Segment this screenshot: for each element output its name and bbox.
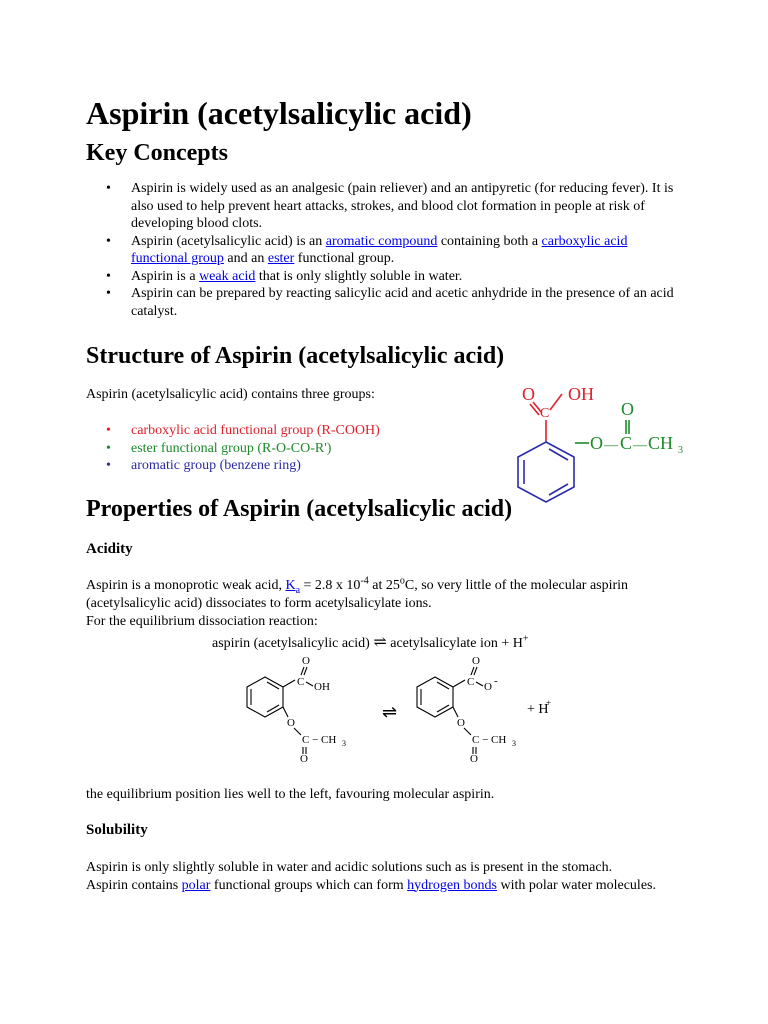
structure-intro: Aspirin (acetylsalicylic acid) contains three groups: [86,387,375,402]
acidity-heading: Acidity [86,541,133,557]
svg-text:3: 3 [512,739,516,748]
acidity-paragraph: Aspirin is a monoprotic weak acid, $K_a = 2.8$ x $10^{-4}$ at 25$^o$C, so very little of the molecular aspirin (acetylsalicylic acid) dissociates to form acetylsalicylate ions. [86,575,629,611]
list-item: • ester functional group (R-O-CO-R') [86,440,506,458]
svg-text:O: O [302,655,310,667]
svg-text:O: O [287,717,295,729]
list-item: • aromatic group (benzene ring) [86,457,506,475]
page-title: Aspirin (acetylsalicylic acid) [86,95,472,131]
svg-text:O: O [457,717,465,729]
hydroxyl-group: OH [568,384,594,404]
ester-oxygen: O [590,433,603,453]
svg-text:C: C [467,676,475,688]
scheme-arrow-icon: ⇌ [382,702,398,722]
properties-heading: Properties of Aspirin (acetylsalicylic acid) [86,496,513,522]
key-concepts-list [86,180,676,320]
svg-text:O: O [470,753,478,765]
list-item: • Aspirin can be prepared by reacting salicylic acid and acetic anhydride in the presence of an acid catalyst. [86,285,676,320]
list-item: • Aspirin is widely used as an analgesic (pain reliever) and an antipyretic (for reducing fever). It is also used to help prevent heart attacks, strokes, and blood clot formation in people at risk of developing blood clots. [86,180,676,233]
methyl-group: CH [648,433,674,453]
ester-dash-1: — [604,438,618,453]
ka-link[interactable]: $K_a$ [285,578,301,596]
svg-text:C: C [297,676,305,688]
groups-list [86,422,506,475]
structure-heading: Structure of Aspirin (acetylsalicylic acid) [86,343,505,369]
equilibrium-conclusion: the equilibrium position lies well to the left, favouring molecular aspirin. [86,787,495,802]
equilibrium-equation: aspirin (acetylsalicylic acid) ⇌ acetylsalicylate ion + H+ [212,633,529,651]
carboxyl-carbon: C [540,406,550,421]
equilibrium-arrow-icon: ⇌ [373,634,387,651]
svg-text:C − CH: C − CH [472,734,507,746]
weak-acid-link[interactable]: weak acid [199,268,256,284]
carboxylic-acid-link[interactable]: carboxylic acid functional group [131,233,628,266]
svg-text:O: O [484,681,492,693]
aromatic-compound-link[interactable]: aromatic compound [325,233,438,249]
svg-text:-: - [494,675,498,687]
aspirin-structure-diagram [500,380,690,515]
svg-text:3: 3 [342,739,346,748]
list-item: • Aspirin is a weak acid that is only slightly soluble in water. [86,268,676,286]
methyl-subscript: 3 [678,445,683,456]
ester-link[interactable]: ester [267,251,295,266]
svg-text:C − CH: C − CH [302,734,337,746]
ester-carbon: C [620,433,633,453]
equilibrium-scheme-diagram [230,652,570,770]
list-item: • carboxylic acid functional group (R-COOH) [86,422,506,440]
ester-dash-2: — [633,438,647,453]
polar-link[interactable]: polar [181,877,211,893]
solubility-heading: Solubility [86,822,148,838]
carbonyl-oxygen: O [522,384,535,404]
equilibrium-intro: For the equilibrium dissociation reaction: [86,614,318,629]
hydrogen-bonds-link[interactable]: hydrogen bonds [407,877,497,893]
svg-text:+ H: + H [527,702,549,717]
svg-text:OH: OH [314,681,330,693]
svg-text:+: + [546,698,552,708]
key-concepts-heading: Key Concepts [86,140,228,166]
solubility-paragraph: Aspirin is only slightly soluble in water and acidic solutions such as is present in the stomach. Aspirin contains polar functional groups which can form hydrogen bonds with polar water molecules. [86,860,656,893]
list-item: • Aspirin (acetylsalicylic acid) is an aromatic compound containing both a carboxylic acid functional group and an ester functional group. [86,233,676,268]
svg-text:O: O [300,753,308,765]
ester-carbonyl-oxygen: O [621,399,634,419]
svg-text:O: O [472,655,480,667]
